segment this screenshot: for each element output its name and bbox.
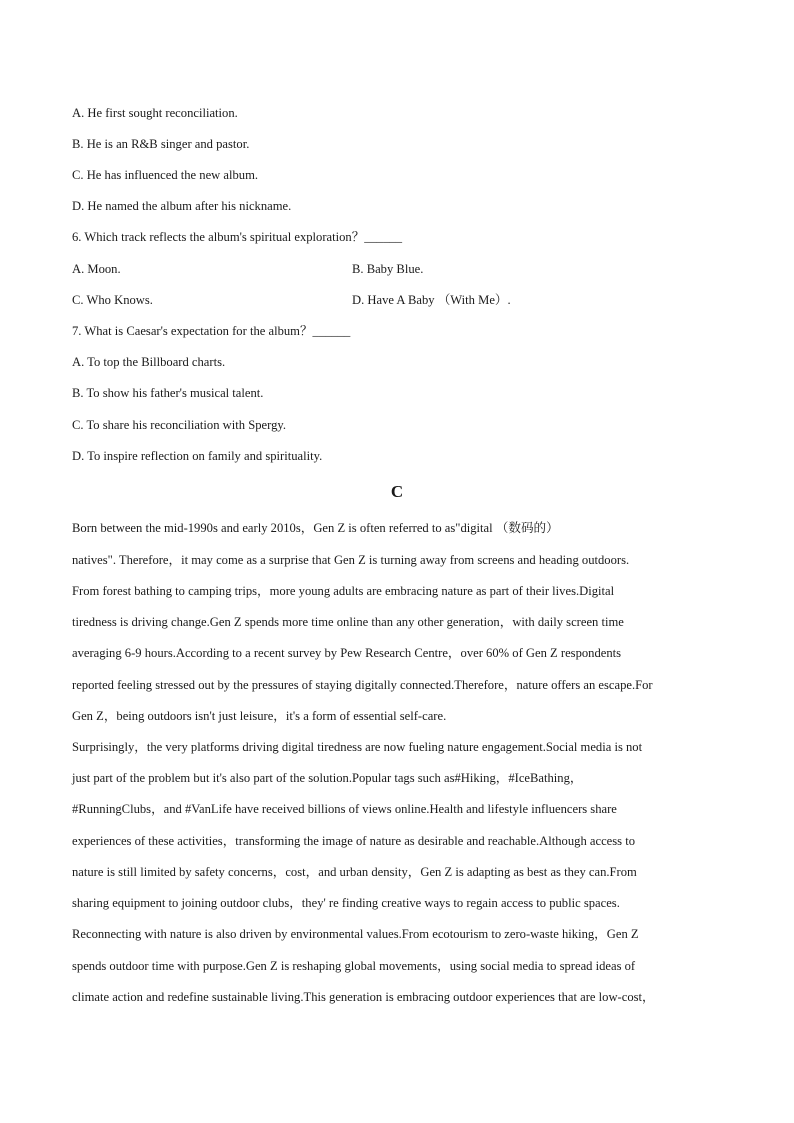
passage-line: From forest bathing to camping trips，more young adults are embracing nature as part of their lives.Digital (72, 584, 615, 598)
passage-line: averaging 6-9 hours.According to a recent survey by Pew Research Centre，over 60% of Gen Z respondents (72, 646, 622, 660)
passage-line: #RunningClubs，and #VanLife have received billions of views online.Health and lifestyle influencers share (72, 802, 617, 816)
section-heading: C (390, 482, 404, 501)
q6-question: 6. Which track reflects the album's spiritual exploration？______ (72, 230, 403, 244)
q7-option-d: D. To inspire reflection on family and spirituality. (72, 449, 323, 463)
passage-line: spends outdoor time with purpose.Gen Z is reshaping global movements，using social media to spread ideas of (72, 959, 636, 973)
passage-line: Born between the mid-1990s and early 2010s，Gen Z is often referred to as"digital （数码的） (72, 521, 559, 535)
passage-line: natives". Therefore，it may come as a surprise that Gen Z is turning away from screens and heading outdoors. (72, 553, 630, 567)
q7-option-b: B. To show his father's musical talent. (72, 386, 264, 400)
passage-line: experiences of these activities，transforming the image of nature as desirable and reachable.Although access to (72, 834, 635, 848)
q5-option-a: A. He first sought reconciliation. (72, 106, 238, 120)
q6-option-d: D. Have A Baby （With Me）. (352, 293, 511, 307)
q7-option-c: C. To share his reconciliation with Spergy. (72, 418, 286, 432)
passage-line: nature is still limited by safety concerns，cost，and urban density，Gen Z is adapting as best as they can.From (72, 865, 637, 879)
q5-option-d: D. He named the album after his nickname. (72, 199, 292, 213)
passage-line: climate action and redefine sustainable living.This generation is embracing outdoor experiences that are low-cost， (72, 990, 655, 1004)
q6-option-b: B. Baby Blue. (352, 262, 424, 276)
q6-option-a: A. Moon. (72, 262, 121, 276)
q7-question: 7. What is Caesar's expectation for the album？______ (72, 324, 351, 338)
q6-option-c: C. Who Knows. (72, 293, 153, 307)
q7-option-a: A. To top the Billboard charts. (72, 355, 226, 369)
passage-line: just part of the problem but it's also part of the solution.Popular tags such as#Hiking，#IceBathing， (72, 771, 583, 785)
passage-line: Reconnecting with nature is also driven by environmental values.From ecotourism to zero-waste hiking，Gen Z (72, 927, 639, 941)
q5-option-b: B. He is an R&B singer and pastor. (72, 137, 250, 151)
passage-line: Gen Z，being outdoors isn't just leisure，it's a form of essential self-care. (72, 709, 447, 723)
passage-line: Surprisingly，the very platforms driving digital tiredness are now fueling nature engagement.Social media is not (72, 740, 643, 754)
q5-option-c: C. He has influenced the new album. (72, 168, 259, 182)
passage-line: tiredness is driving change.Gen Z spends more time online than any other generation，with daily screen time (72, 615, 624, 629)
passage-line: sharing equipment to joining outdoor clubs，they' re finding creative ways to regain access to public spaces. (72, 896, 620, 910)
passage-line: reported feeling stressed out by the pressures of staying digitally connected.Therefore，nature offers an escape.For (72, 678, 653, 692)
